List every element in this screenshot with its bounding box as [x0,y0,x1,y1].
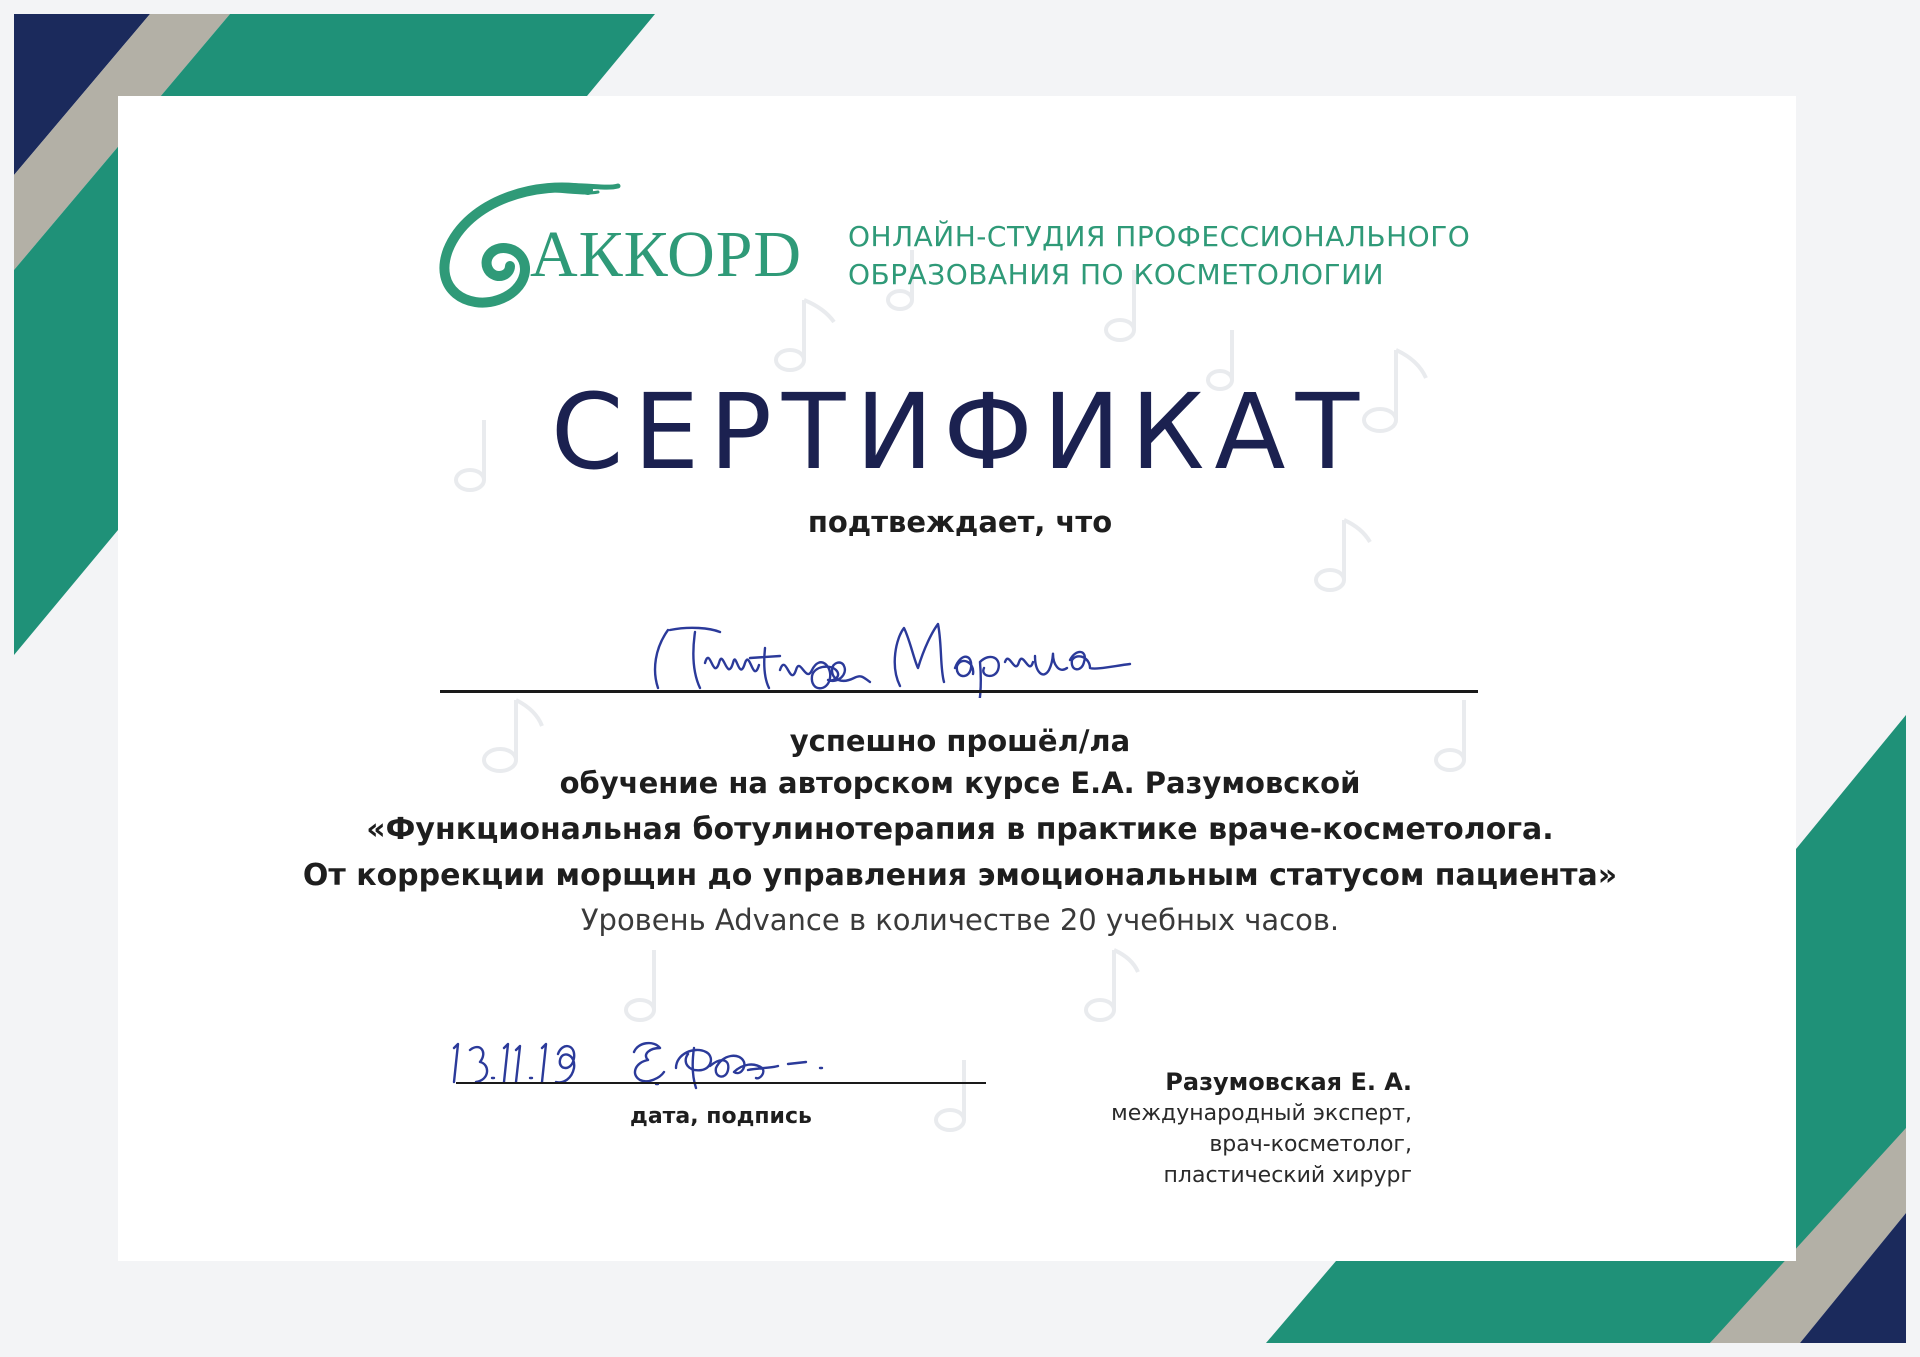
signer-name: Разумовская Е. А. [1165,1068,1412,1096]
logo-tagline [848,218,1470,294]
course-author-text: обучение на авторском курсе Е.А. Разумовской [559,766,1361,800]
date-signature-label: дата, подпись [630,1104,812,1129]
course-title-line-1: «Функциональная ботулинотерапия в практике враче-косметолога. [366,812,1554,847]
course-level-hours: Уровень Advance в количестве 20 учебных часов. [580,903,1340,937]
course-title-line-2: От коррекции морщин до управления эмоциональным статусом пациента» [302,858,1618,893]
completed-text: успешно прошёл/ла [789,724,1131,758]
date-signature-handwriting [448,1028,1008,1098]
recipient-name-line [440,690,1478,693]
certificate-title: СЕРТИФИКАТ [550,371,1370,493]
signer-role-2: врач-косметолог, [1209,1132,1412,1157]
signer-role-1: международный эксперт, [1111,1101,1412,1126]
tagline-line-2: ОБРАЗОВАНИЯ ПО КОСМЕТОЛОГИИ [848,258,1385,291]
tagline-line-1: ОНЛАЙН-СТУДИЯ ПРОФЕССИОНАЛЬНОГО [848,220,1471,253]
signature-line [456,1082,986,1084]
logo-wordmark: АККОРD [530,218,803,291]
signer-role-3: пластический хирург [1163,1163,1412,1188]
recipient-name-handwriting [560,618,1460,698]
signer-block [1000,1066,1412,1191]
confirms-text: подтвеждает, что [807,505,1113,539]
